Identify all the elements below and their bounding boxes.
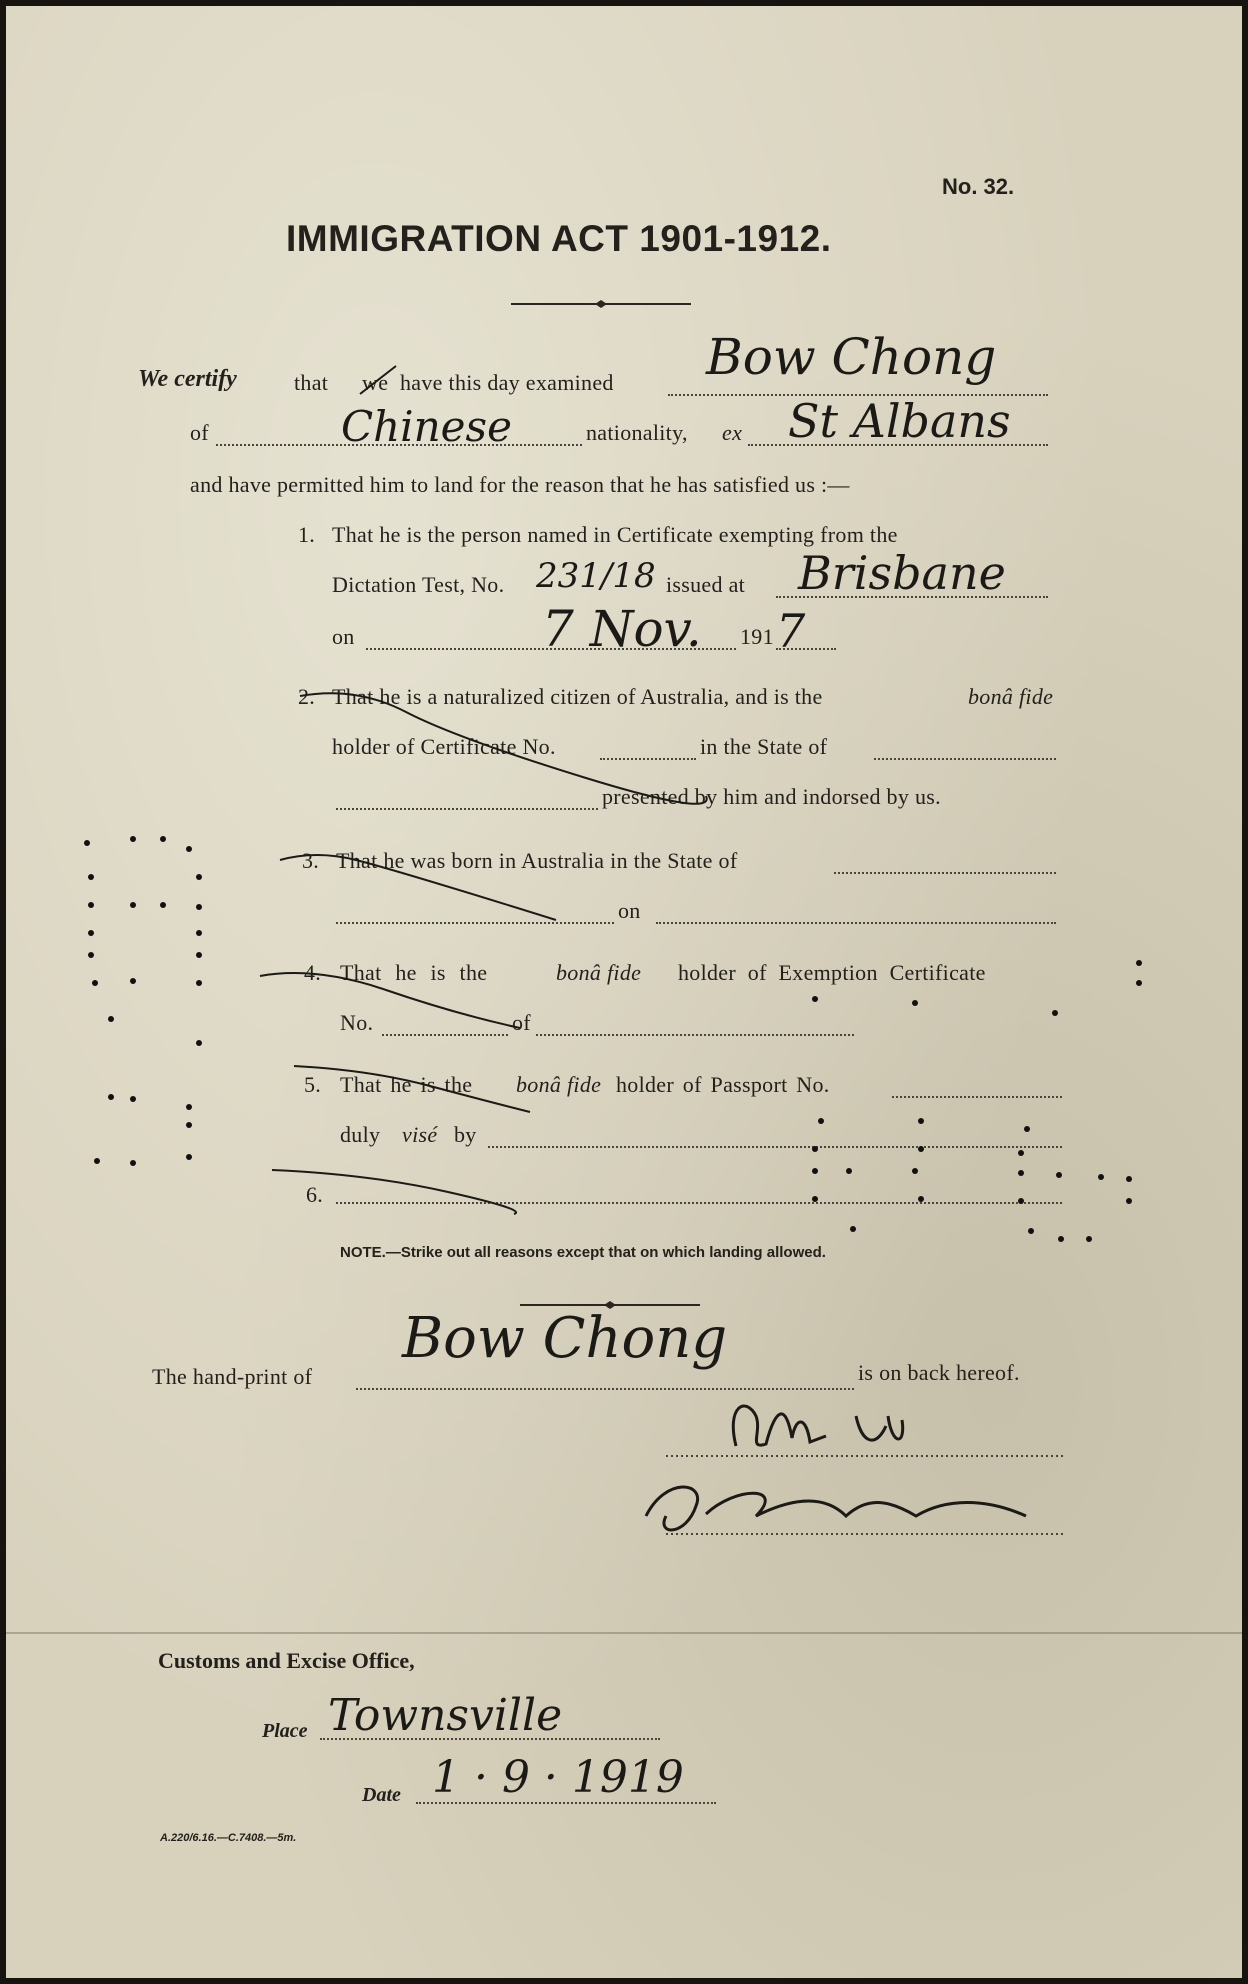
intro-we: we bbox=[362, 370, 389, 395]
perforation-hole bbox=[1086, 1236, 1092, 1242]
perforation-hole bbox=[186, 846, 192, 852]
perforation-hole bbox=[1018, 1150, 1024, 1156]
perforation-hole bbox=[84, 840, 90, 846]
perforation-hole bbox=[1058, 1236, 1064, 1242]
perforation-hole bbox=[1136, 980, 1142, 986]
perforation-hole bbox=[196, 980, 202, 986]
year-field-line bbox=[776, 648, 836, 650]
perforation-hole bbox=[1018, 1198, 1024, 1204]
perforation-hole bbox=[1126, 1198, 1132, 1204]
perforation-hole bbox=[186, 1104, 192, 1110]
reason3-date-field-line bbox=[656, 922, 1056, 924]
perforation-hole bbox=[196, 904, 202, 910]
permitted-text: and have permitted him to land for the reason that he has satisfied us :— bbox=[190, 472, 850, 497]
handprint-suffix: is on back hereof. bbox=[858, 1360, 1020, 1385]
reason2-number: 2. bbox=[298, 684, 316, 709]
reason3-line1: That he was born in Australia in the State of bbox=[336, 848, 738, 873]
perforation-hole bbox=[912, 1168, 918, 1174]
perforation-hole bbox=[94, 1158, 100, 1164]
reason3-strike bbox=[276, 846, 566, 926]
form-title: IMMIGRATION ACT 1901-1912. bbox=[286, 218, 832, 259]
reason4-strike bbox=[256, 966, 526, 1046]
reason5-vise-field-line bbox=[488, 1146, 1062, 1148]
perforation-hole bbox=[812, 1146, 818, 1152]
reason4-no-label: No. bbox=[340, 1010, 374, 1035]
perforation-hole bbox=[196, 952, 202, 958]
intro-lead: We certify bbox=[138, 366, 237, 392]
perforation-hole bbox=[1136, 960, 1142, 966]
reason1-number: 1. bbox=[298, 522, 316, 547]
perforation-hole bbox=[1028, 1228, 1034, 1234]
reason4-of-label: of bbox=[512, 1010, 531, 1035]
perforation-hole bbox=[196, 874, 202, 880]
intro-examined: have this day examined bbox=[400, 370, 614, 395]
perforation-hole bbox=[1024, 1126, 1030, 1132]
date-label: Date bbox=[362, 1784, 401, 1806]
title-rule-ornament bbox=[511, 296, 691, 312]
perforation-hole bbox=[186, 1154, 192, 1160]
perforation-hole bbox=[1018, 1170, 1024, 1176]
perforation-hole bbox=[108, 1094, 114, 1100]
reason3-on-label: on bbox=[618, 898, 641, 923]
perforation-hole bbox=[130, 1096, 136, 1102]
reason5-by: by bbox=[454, 1122, 477, 1147]
reason4-text-b: holder of Exemption Certificate bbox=[678, 960, 986, 985]
perforation-hole bbox=[812, 1196, 818, 1202]
perforation-hole bbox=[196, 1040, 202, 1046]
reason5-vise: visé bbox=[402, 1122, 438, 1147]
perforation-hole bbox=[88, 952, 94, 958]
perforation-hole bbox=[130, 978, 136, 984]
reason2-state-label: in the State of bbox=[700, 734, 828, 759]
issue-year-digit-handwritten: 7 bbox=[776, 604, 806, 658]
perforation-hole bbox=[1126, 1176, 1132, 1182]
note bbox=[340, 1244, 826, 1261]
note-label: NOTE. bbox=[340, 1244, 386, 1261]
form-number: No. 32. bbox=[942, 174, 1015, 199]
perforation-hole bbox=[1098, 1174, 1104, 1180]
official-signatures bbox=[626, 1386, 1066, 1566]
reason2-strike bbox=[296, 682, 716, 812]
issue-date-handwritten: 7 Nov. bbox=[542, 600, 702, 658]
perforation-hole bbox=[88, 874, 94, 880]
perforation-hole bbox=[88, 902, 94, 908]
perforation-hole bbox=[108, 1016, 114, 1022]
reason1-issued-label: issued at bbox=[666, 572, 746, 597]
reason3-state-field-line bbox=[834, 872, 1056, 874]
perforation-hole bbox=[912, 1000, 918, 1006]
document-sheet bbox=[6, 6, 1242, 1978]
we-strike bbox=[356, 360, 400, 400]
reason2-line3: presented by him and indorsed by us. bbox=[602, 784, 941, 809]
perforation-hole bbox=[846, 1168, 852, 1174]
reason6-number: 6. bbox=[306, 1182, 324, 1207]
date-handwritten: 1 · 9 · 1919 bbox=[432, 1752, 684, 1803]
reason5-passport-field-line bbox=[892, 1096, 1062, 1098]
perforation-hole bbox=[160, 902, 166, 908]
reason1-line1: That he is the person named in Certificate exempting from the bbox=[332, 522, 898, 547]
perforation-hole bbox=[1056, 1172, 1062, 1178]
reason2-bona-fide: bonâ fide bbox=[968, 684, 1054, 709]
place-label: Place bbox=[262, 1720, 308, 1742]
name-handwritten: Bow Chong bbox=[706, 328, 997, 386]
reason3-number: 3. bbox=[302, 848, 320, 873]
perforation-hole bbox=[130, 836, 136, 842]
reason5-text-a: That he is the bbox=[340, 1072, 473, 1097]
reason6-strike bbox=[268, 1164, 518, 1224]
handprint-name-handwritten: Bow Chong bbox=[402, 1306, 728, 1371]
reason1-dictation-label: Dictation Test, No. bbox=[332, 572, 505, 597]
reason4-of-field-line bbox=[536, 1034, 854, 1036]
reason1-on-label: on bbox=[332, 624, 355, 649]
perforation-hole bbox=[812, 1168, 818, 1174]
perforation-hole bbox=[196, 930, 202, 936]
ex-label: ex bbox=[722, 420, 743, 445]
perforation-hole bbox=[186, 1122, 192, 1128]
place-handwritten: Townsville bbox=[328, 1690, 563, 1741]
perforation-hole bbox=[818, 1118, 824, 1124]
reason4-text-a: That he is the bbox=[340, 960, 488, 985]
paper-fold bbox=[6, 1632, 1242, 1634]
issued-at-handwritten: Brisbane bbox=[798, 546, 1006, 600]
ship-handwritten: St Albans bbox=[788, 394, 1011, 448]
printer-code: A.220/6.16.—C.7408.—5m. bbox=[160, 1832, 297, 1844]
reason2-holder-label: holder of Certificate No. bbox=[332, 734, 556, 759]
reason5-text-b: holder of Passport No. bbox=[616, 1072, 830, 1097]
handprint-label: The hand-print of bbox=[152, 1364, 313, 1389]
reason4-number: 4. bbox=[304, 960, 322, 985]
of-label: of bbox=[190, 420, 209, 445]
reason5-number: 5. bbox=[304, 1072, 322, 1097]
reason5-duly: duly bbox=[340, 1122, 381, 1147]
perforation-hole bbox=[918, 1196, 924, 1202]
reason2-line1: That he is a naturalized citizen of Australia, and is the bbox=[332, 684, 823, 709]
perforation-hole bbox=[918, 1118, 924, 1124]
nationality-label: nationality, bbox=[586, 420, 688, 445]
reason5-strike bbox=[290, 1062, 540, 1122]
perforation-hole bbox=[130, 902, 136, 908]
perforation-hole bbox=[92, 980, 98, 986]
perforation-hole bbox=[850, 1226, 856, 1232]
reason1-year-prefix: 191 bbox=[740, 624, 774, 649]
perforation-hole bbox=[918, 1146, 924, 1152]
intro-that: that bbox=[294, 370, 329, 395]
note-text: —Strike out all reasons except that on which landing allowed. bbox=[385, 1244, 826, 1261]
perforation-hole bbox=[88, 930, 94, 936]
customs-office-label: Customs and Excise Office, bbox=[158, 1648, 415, 1673]
reason4-bona-fide: bonâ fide bbox=[556, 960, 642, 985]
perforation-hole bbox=[812, 996, 818, 1002]
perforation-hole bbox=[160, 836, 166, 842]
nationality-handwritten: Chinese bbox=[341, 402, 512, 451]
reason5-bona-fide: bonâ fide bbox=[516, 1072, 602, 1097]
perforation-hole bbox=[1052, 1010, 1058, 1016]
cert-number-handwritten: 231/18 bbox=[536, 556, 656, 596]
perforation-hole bbox=[130, 1160, 136, 1166]
reason2-state-field-line bbox=[874, 758, 1056, 760]
